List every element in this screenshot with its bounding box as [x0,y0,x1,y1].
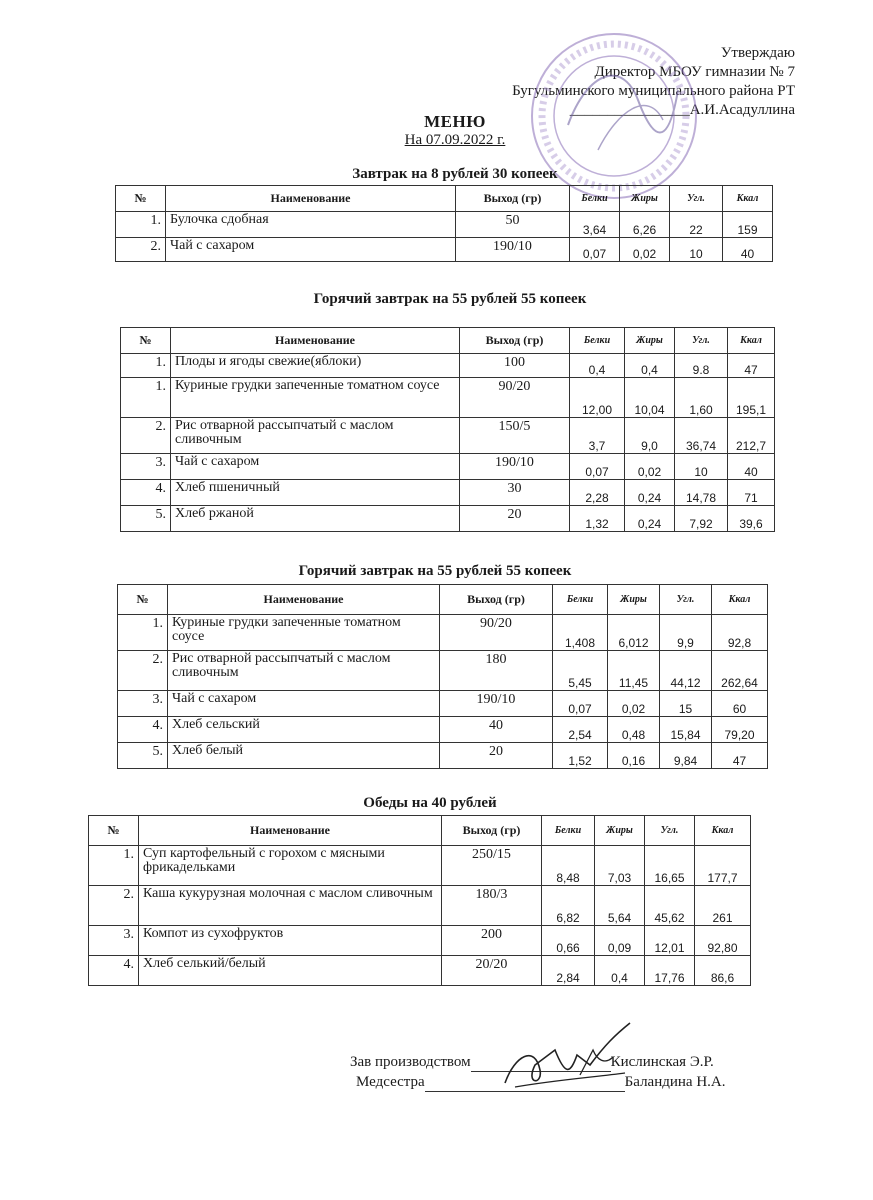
col-yield-header: Выход (гр) [440,585,553,615]
row-number: 5. [118,743,168,769]
kcal-value: 79,20 [712,717,768,743]
signature-role: Медсестра [356,1074,425,1090]
kcal-value: 195,1 [728,378,775,418]
row-number: 4. [89,956,139,986]
col-yield-header: Выход (гр) [442,816,542,846]
fat-value: 6,012 [608,615,660,651]
col-carbs-header: Угл. [660,585,712,615]
kcal-value: 39,6 [728,506,775,532]
protein-value: 1,408 [553,615,608,651]
col-yield-header: Выход (гр) [460,328,570,354]
protein-value: 2,54 [553,717,608,743]
menu-table [120,327,775,532]
col-num-header: № [118,585,168,615]
col-num-header: № [121,328,171,354]
row-number: 1. [121,354,171,378]
dish-name: Компот из сухофруктов [139,926,442,956]
table-row [121,354,775,378]
fat-value: 0,02 [620,238,670,262]
signature-person: Баландина Н.А. [624,1074,726,1090]
fat-value: 0,16 [608,743,660,769]
kcal-value: 60 [712,691,768,717]
col-protein-header: Белки [570,186,620,212]
kcal-value: 40 [728,454,775,480]
col-fat-header: Жиры [620,186,670,212]
dish-name: Суп картофельный с горохом с мясными фрикадельками [139,846,442,886]
col-num-header: № [89,816,139,846]
section-caption: Завтрак на 8 рублей 30 копеек [352,166,558,182]
dish-name: Булочка сдобная [166,212,456,238]
carbs-value: 44,12 [660,651,712,691]
table-row [121,480,775,506]
dish-yield: 30 [460,480,570,506]
dish-yield: 100 [460,354,570,378]
dish-yield: 180/3 [442,886,542,926]
table-row [121,454,775,480]
carbs-value: 15,84 [660,717,712,743]
table-row [89,926,751,956]
protein-value: 0,4 [570,354,625,378]
row-number: 3. [121,454,171,480]
menu-table [117,584,768,769]
table-row [118,743,768,769]
fat-value: 0,09 [595,926,645,956]
fat-value: 11,45 [608,651,660,691]
carbs-value: 16,65 [645,846,695,886]
carbs-value: 15 [660,691,712,717]
menu-table [88,815,751,986]
row-number: 2. [116,238,166,262]
fat-value: 5,64 [595,886,645,926]
kcal-value: 86,6 [695,956,751,986]
kcal-value: 47 [712,743,768,769]
dish-yield: 200 [442,926,542,956]
dish-name: Рис отварной рассыпчатый с маслом сливочным [171,418,460,454]
protein-value: 5,45 [553,651,608,691]
table-row [118,717,768,743]
dish-name: Куриные грудки запеченные томатном соусе [168,615,440,651]
protein-value: 6,82 [542,886,595,926]
protein-value: 1,52 [553,743,608,769]
carbs-value: 22 [670,212,723,238]
fat-value: 0,24 [625,480,675,506]
menu-date: На 07.09.2022 г. [404,132,506,148]
dish-name: Хлеб сельский [168,717,440,743]
carbs-value: 14,78 [675,480,728,506]
table-row [89,886,751,926]
dish-name: Хлеб селький/белый [139,956,442,986]
col-fat-header: Жиры [625,328,675,354]
protein-value: 8,48 [542,846,595,886]
dish-name: Плоды и ягоды свежие(яблоки) [171,354,460,378]
fat-value: 6,26 [620,212,670,238]
approval-line-1: Утверждаю [720,45,795,61]
row-number: 2. [121,418,171,454]
col-carbs-header: Угл. [670,186,723,212]
row-number: 4. [118,717,168,743]
row-number: 3. [118,691,168,717]
table-row [116,238,773,262]
row-number: 1. [118,615,168,651]
dish-yield: 190/10 [440,691,553,717]
row-number: 1. [121,378,171,418]
signature-role: Зав производством [350,1054,471,1070]
approval-line-4: ________________А.И.Асадуллина [569,102,795,118]
dish-name: Куриные грудки запеченные томатном соусе [171,378,460,418]
protein-value: 0,66 [542,926,595,956]
protein-value: 0,07 [570,238,620,262]
col-protein-header: Белки [553,585,608,615]
table-row [89,956,751,986]
col-num-header: № [116,186,166,212]
protein-value: 0,07 [553,691,608,717]
table-row [121,418,775,454]
fat-value: 0,4 [625,354,675,378]
row-number: 1. [89,846,139,886]
dish-yield: 190/10 [460,454,570,480]
col-protein-header: Белки [542,816,595,846]
dish-yield: 20/20 [442,956,542,986]
col-name-header: Наименование [168,585,440,615]
col-name-header: Наименование [166,186,456,212]
kcal-value: 159 [723,212,773,238]
protein-value: 1,32 [570,506,625,532]
table-row [118,615,768,651]
fat-value: 0,48 [608,717,660,743]
fat-value: 0,4 [595,956,645,986]
fat-value: 7,03 [595,846,645,886]
carbs-value: 7,92 [675,506,728,532]
protein-value: 3,64 [570,212,620,238]
dish-name: Чай с сахаром [166,238,456,262]
dish-yield: 250/15 [442,846,542,886]
dish-name: Рис отварной рассыпчатый с маслом сливочным [168,651,440,691]
row-number: 4. [121,480,171,506]
carbs-value: 10 [675,454,728,480]
table-row [89,846,751,886]
fat-value: 0,02 [608,691,660,717]
protein-value: 2,28 [570,480,625,506]
dish-name: Хлеб ржаной [171,506,460,532]
protein-value: 3,7 [570,418,625,454]
col-carbs-header: Угл. [675,328,728,354]
dish-yield: 20 [460,506,570,532]
table-row [116,212,773,238]
kcal-value: 262,64 [712,651,768,691]
kcal-value: 261 [695,886,751,926]
col-yield-header: Выход (гр) [456,186,570,212]
dish-yield: 150/5 [460,418,570,454]
table-row [118,691,768,717]
carbs-value: 17,76 [645,956,695,986]
carbs-value: 12,01 [645,926,695,956]
col-protein-header: Белки [570,328,625,354]
dish-yield: 180 [440,651,553,691]
carbs-value: 36,74 [675,418,728,454]
dish-yield: 90/20 [440,615,553,651]
kcal-value: 92,8 [712,615,768,651]
table-row [121,378,775,418]
approval-line-2: Директор МБОУ гимназии № 7 [594,64,795,80]
approval-line-3: Бугульминского муниципального района РТ [512,83,795,99]
col-fat-header: Жиры [608,585,660,615]
table-row [118,651,768,691]
col-kcal-header: Ккал [723,186,773,212]
protein-value: 2,84 [542,956,595,986]
protein-value: 0,07 [570,454,625,480]
dish-name: Каша кукурузная молочная с маслом сливочным [139,886,442,926]
fat-value: 0,24 [625,506,675,532]
row-number: 5. [121,506,171,532]
carbs-value: 9.8 [675,354,728,378]
dish-name: Чай с сахаром [171,454,460,480]
protein-value: 12,00 [570,378,625,418]
col-name-header: Наименование [171,328,460,354]
col-name-header: Наименование [139,816,442,846]
dish-yield: 190/10 [456,238,570,262]
row-number: 2. [89,886,139,926]
carbs-value: 1,60 [675,378,728,418]
kcal-value: 71 [728,480,775,506]
fat-value: 9,0 [625,418,675,454]
col-kcal-header: Ккал [695,816,751,846]
section-caption: Горячий завтрак на 55 рублей 55 копеек [313,291,587,307]
row-number: 1. [116,212,166,238]
dish-name: Чай с сахаром [168,691,440,717]
col-fat-header: Жиры [595,816,645,846]
dish-yield: 40 [440,717,553,743]
kcal-value: 40 [723,238,773,262]
dish-yield: 50 [456,212,570,238]
row-number: 2. [118,651,168,691]
col-carbs-header: Угл. [645,816,695,846]
menu-table [115,185,773,262]
row-number: 3. [89,926,139,956]
page-title: МЕНЮ [424,112,486,131]
carbs-value: 10 [670,238,723,262]
handwritten-signature [495,1015,665,1095]
fat-value: 10,04 [625,378,675,418]
carbs-value: 45,62 [645,886,695,926]
carbs-value: 9,84 [660,743,712,769]
kcal-value: 92,80 [695,926,751,956]
dish-yield: 90/20 [460,378,570,418]
section-caption: Горячий завтрак на 55 рублей 55 копеек [298,563,572,579]
kcal-value: 212,7 [728,418,775,454]
col-kcal-header: Ккал [712,585,768,615]
dish-name: Хлеб белый [168,743,440,769]
carbs-value: 9,9 [660,615,712,651]
section-caption: Обеды на 40 рублей [363,795,497,811]
col-kcal-header: Ккал [728,328,775,354]
dish-yield: 20 [440,743,553,769]
table-row [121,506,775,532]
dish-name: Хлеб пшеничный [171,480,460,506]
kcal-value: 177,7 [695,846,751,886]
kcal-value: 47 [728,354,775,378]
signature-person: Кислинская Э.Р. [610,1054,714,1070]
fat-value: 0,02 [625,454,675,480]
